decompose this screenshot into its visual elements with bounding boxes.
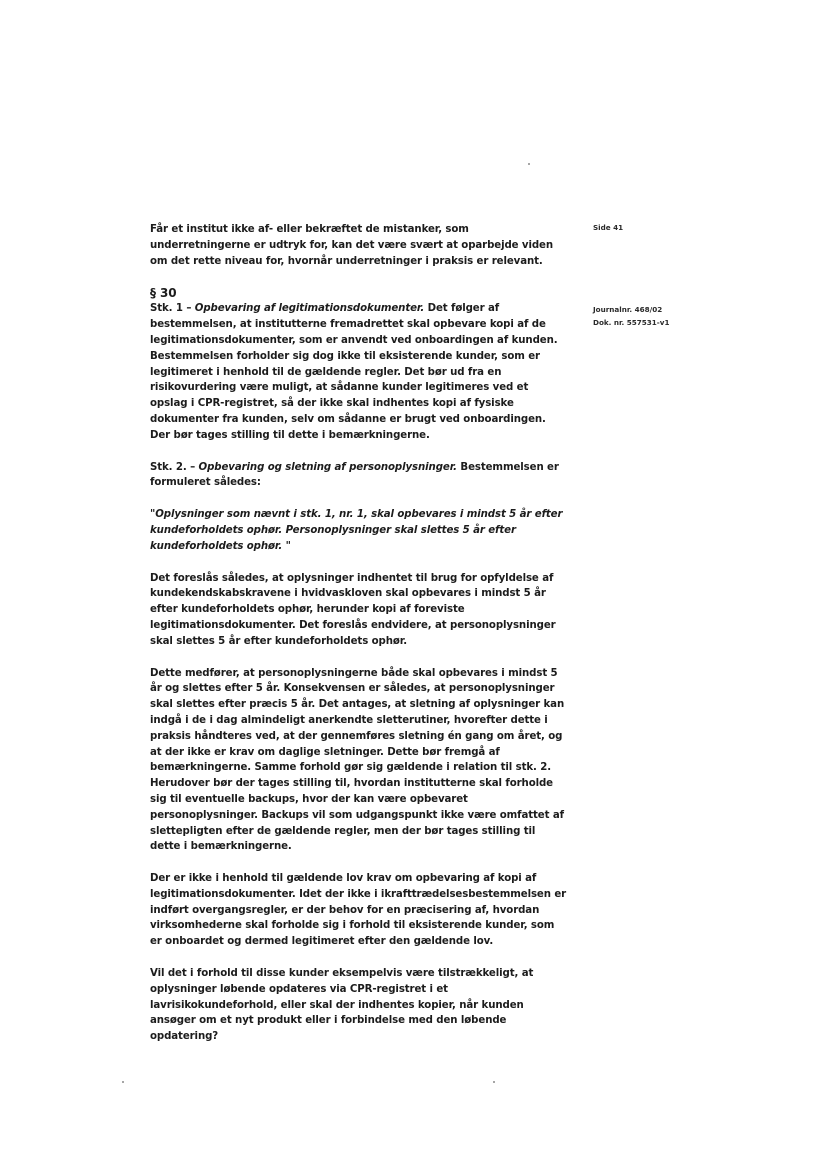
scan-speck (493, 1081, 495, 1083)
stk2-lead: Stk. 2. – (150, 461, 199, 473)
document-body (150, 222, 568, 1061)
paragraph-1: Det foreslås således, at oplysninger indhentet til brug for opfyldelse af kundekendskabskravene i hvidvaskloven skal opbevares i mindst 5 år efter kundeforholdets ophør, herunder kopi af foreviste legitimationsdokumenter. Det foreslås endvidere, at personoplysninger skal slettes 5 år efter kundeforholdets ophør. (150, 572, 556, 647)
page-number: Side 41 (593, 223, 624, 232)
quoted-provision: "Oplysninger som nævnt i stk. 1, nr. 1, skal opbevares i mindst 5 år efter kundeforholdets ophør. Personoplysninger skal slettes 5 år efter kundeforholdets ophør. " (150, 509, 563, 552)
document-number: Dok. nr. 557531-v1 (593, 318, 670, 327)
stk1-text: Det følger af bestemmelsen, at institutterne fremadrettet skal opbevare kopi af de legitimationsdokumenter, som er anvendt ved onboardingen af kunden. Bestemmelsen forholder sig dog ikke til eksisterende kunder, som er legitimeret i henhold til de gældende regler. Det bør ud fra en risikovurdering være muligt, at sådanne kunder legitimeres ved et opslag i CPR-registret, så der ikke skal indhentes kopi af fysiske dokumenter fra kunden, selv om sådanne er brugt ved onboardingen. Der bør tages stilling til dette i bemærkningerne. (150, 303, 558, 441)
stk2-text: Bestemmelsen er formuleret således: (150, 461, 559, 489)
stk1-lead: Stk. 1 – (150, 303, 195, 315)
paragraph-3: Der er ikke i henhold til gældende lov krav om opbevaring af kopi af legitimationsdokumenter. Idet der ikke i ikrafttrædelsesbestemmelsen er indført overgangsregler, er der behov for en præcisering af, hvordan virksomhederne skal forholde sig i forhold til eksisterende kunder, som er onboardet og dermed legitimeret efter den gældende lov. (150, 873, 567, 948)
stk1-title: Opbevaring af legitimationsdokumenter. (194, 303, 425, 315)
section-heading: § 30 (150, 286, 177, 301)
journal-number: Journalnr. 468/02 (593, 305, 663, 314)
intro-paragraph: Får et institut ikke af- eller bekræftet de mistanker, som underretningerne er udtryk for, kan det være svært at oparbejde viden om det rette niveau for, hvornår underretninger i praksis er relevant. (150, 224, 554, 267)
paragraph-4: Vil det i forhold til disse kunder eksempelvis være tilstrækkeligt, at oplysninger løbende opdateres via CPR-registret i et lavrisikokundeforhold, eller skal der indhentes kopier, når kunden ansøger om et nyt produkt eller i forbindelse med den løbende opdatering? (150, 968, 534, 1043)
stk1-paragraph (150, 301, 568, 443)
scan-speck (122, 1081, 124, 1083)
stk2-title: Opbevaring og sletning af personoplysninger. (198, 461, 457, 473)
stk2-paragraph (150, 460, 568, 492)
scan-speck (528, 163, 530, 165)
paragraph-2: Dette medfører, at personoplysningerne både skal opbevares i mindst 5 år og slettes efter 5 år. Konsekvensen er således, at personoplysninger skal slettes efter præcis 5 år. Det antages, at sletning af oplysninger kan indgå i de i dag almindeligt anerkendte sletterutiner, hvorefter dette i praksis håndteres ved, at der gennemføres sletning én gang om året, og at der ikke er krav om daglige sletninger. Dette bør fremgå af bemærkningerne. Samme forhold gør sig gældende i relation til stk. 2. Herudover bør der tages stilling til, hvordan institutterne skal forholde sig til eventuelle backups, hvor der kan være opbevaret personoplysninger. Backups vil som udgangspunkt ikke være omfattet af slettepligten efter de gældende regler, men der bør tages stilling til dette i bemærkningerne. (150, 667, 565, 853)
